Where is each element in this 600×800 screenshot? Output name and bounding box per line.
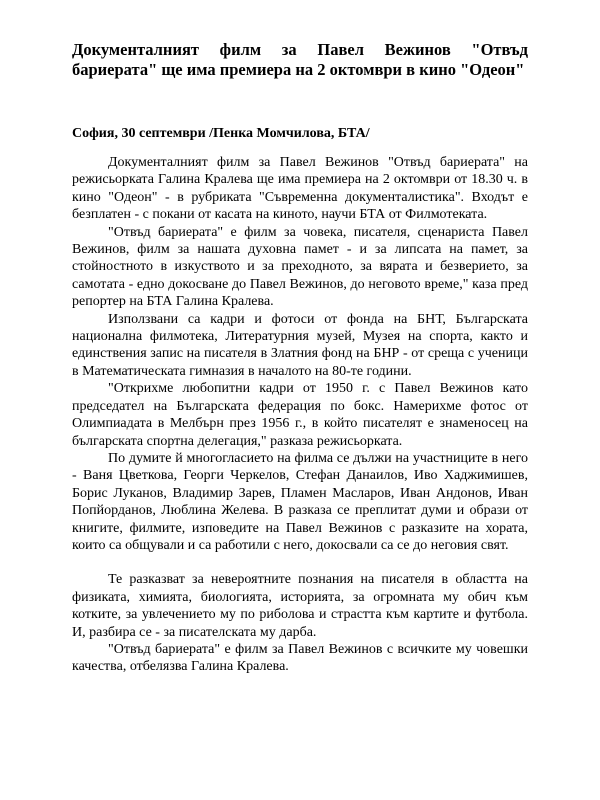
paragraph-1: Документалният филм за Павел Вежинов "Отвъд бариерата" на режисьорката Галина Кралева ще има премиера на 2 октомври от 18.30 ч. в кино "Одеон" - в рубриката "Съвременна документалистика". Входът е безплатен - с покани от касата на киното, научи БТА от Филмотеката. — [72, 155, 528, 223]
article-byline: София, 30 септември /Пенка Момчилова, БТА/ — [72, 126, 370, 141]
article-title: Документалният филм за Павел Вежинов "Отвъд бариерата" ще има премиера на 2 октомври в кино "Одеон" — [72, 40, 528, 79]
paragraph-5: По думите й многогласието на филма се дължи на участниците в него - Ваня Цветкова, Георги Черкелов, Стефан Данаилов, Иво Хаджимишев, Борис Луканов, Владимир Зарев, Пламен Масларов, Иван Андонов, Иван Попйорданов, Люблина Желева. В разказа се преплитат думи и образи от книгите, филмите, изповедите на Павел Вежинов с разказите на хората, които са общували и са работили с него, докосвали са се до неговия свят. — [72, 450, 528, 553]
document-page — [72, 40, 528, 676]
paragraph-3: Използвани са кадри и фотоси от фонда на БНТ, Българската национална филмотека, Литературния музей, Музея на спорта, както и единствения запис на писателя в Златния фонд на БНР - от среща с ученици в Математическата гимназия в началото на 80-те години. — [72, 311, 528, 379]
paragraph-6: Те разказват за невероятните познания на писателя в областта на физиката, химията, биологията, историята, за огромната му обич към котките, за увлечението му по риболова и страстта към картите и футбола. И, разбира се - за писателската му дарба. — [72, 572, 528, 640]
paragraph-7: "Отвъд бариерата" е филм за Павел Вежинов с всичките му човешки качества, отбелязва Галина Кралева. — [72, 641, 528, 675]
article-body — [72, 154, 528, 676]
paragraph-2: "Отвъд бариерата" е филм за човека, писателя, сценариста Павел Вежинов, филм за нашата духовна памет - и за липсата на памет, за стойностното в изкуството и за преходното, за вярата и безверието, за самотата - едно докосване до Павел Вежинов, до неговото време," каза пред репортер на БТА Галина Кралева. — [72, 224, 528, 310]
paragraph-4: "Открихме любопитни кадри от 1950 г. с Павел Вежинов като председател на Българската федерация по бокс. Намерихме фотос от Олимпиадата в Мелбърн през 1956 г., в който писателят е знаменосец на българската спортна делегация," разказа режисьорката. — [72, 381, 528, 449]
